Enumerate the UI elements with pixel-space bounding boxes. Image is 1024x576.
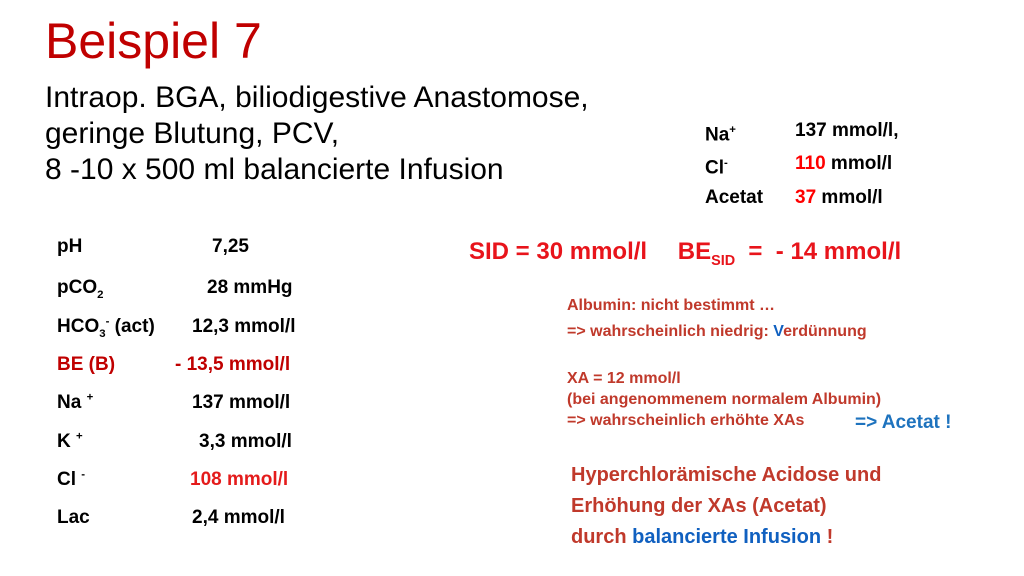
lab-lac-label: Lac [57,507,90,528]
subtitle-line-3: 8 -10 x 500 ml balancierte Infusion [45,153,504,186]
conclusion-line-2: Erhöhung der XAs (Acetat) [571,495,827,517]
conclusion-line-3-prefix: durch [571,526,633,548]
lab-row-ph [57,236,249,258]
lab-pco2-label: pCO [57,277,98,298]
conclusion-line-3 [571,522,881,553]
subtitle-line-1: Intraop. BGA, biliodigestive Anastomose, [45,81,589,114]
lab-be-label: BE (B) [57,354,116,375]
infusion-cl-value: 110 [795,153,826,175]
lab-na-label: Na [57,392,82,414]
xa-line-2: (bei angenommenem normalem Albumin) [567,391,882,408]
lab-hco3-value: 12,3 mmol/l [192,316,296,337]
lab-ph-label: pH [57,236,83,257]
albumin-line-2 [567,319,867,345]
infusion-na-sup: + [729,124,736,136]
infusion-acetat-unit: mmol/l [816,186,883,208]
lab-k-sup: + [76,431,83,443]
lab-lac-value: 2,4 mmol/l [192,507,285,528]
lab-row-lac [57,507,285,529]
lab-row-be [57,354,291,376]
lab-row-cl [57,469,289,491]
subtitle-line-2: geringe Blutung, PCV, [45,117,340,150]
conclusion-line-3-suffix: ! [821,526,834,548]
lab-cl-sup: - [81,469,86,481]
lab-na-sup: + [86,392,94,404]
lab-na-value: 137 mmol/l [192,392,291,413]
infusion-cl-sup: - [724,157,728,170]
lab-pco2-value: 28 mmHg [207,277,293,298]
sid-value: SID = 30 mmol/l [469,238,648,265]
lab-row-pco2 [57,277,293,301]
xa-note [567,368,881,431]
lab-ph-value: 7,25 [212,236,249,257]
slide-title: Beispiel 7 [45,13,262,69]
lab-hco3-label: HCO [57,316,100,338]
albumin-note [567,293,867,345]
xa-acetat-arrow: => Acetat ! [855,412,952,433]
lab-k-label: K [57,431,71,453]
lab-pco2-sub: 2 [97,288,104,301]
conclusion-balanced-infusion: balancierte Infusion [632,526,822,548]
infusion-acetat-label: Acetat [705,186,764,208]
infusion-acetat-row [705,183,899,212]
lab-k-value: 3,3 mmol/l [199,431,292,452]
lab-row-na [57,392,291,414]
infusion-cl-unit: mmol/l [825,153,893,175]
infusion-cl-label: Cl [705,157,724,179]
infusion-na-value: 137 mmol/l, [795,120,899,141]
lab-hco3-sup: - [105,316,110,328]
lab-cl-label: Cl [57,469,76,491]
infusion-cl-row [705,149,899,182]
albumin-line-1: Albumin: nicht bestimmt … [567,297,775,314]
be-sid-prefix: BE [677,238,712,265]
be-sid-sub: SID [711,252,736,269]
lab-row-hco3 [57,316,296,341]
lab-be-value: - 13,5 mmol/l [175,354,291,375]
xa-line-1: XA = 12 mmol/l [567,370,681,387]
be-sid-value: = - 14 mmol/l [735,238,902,265]
lab-cl-value: 108 mmol/l [190,469,289,490]
slide-subtitle [45,80,589,188]
lab-hco3-sub: 3 [99,328,106,341]
sid-line [469,238,901,269]
infusion-composition [705,116,899,212]
albumin-v-letter: V [773,323,784,340]
conclusion [571,460,881,553]
infusion-na-label: Na [705,124,730,146]
lab-row-k [57,431,292,453]
xa-line-3: => wahrscheinlich erhöhte XAs [567,412,805,429]
conclusion-line-1: Hyperchlorämische Acidose und [571,464,882,486]
infusion-acetat-value: 37 [795,186,817,208]
albumin-line-2-prefix: => wahrscheinlich niedrig: [567,323,774,340]
lab-hco3-suffix: (act) [109,316,155,338]
infusion-na-row [705,116,899,149]
albumin-line-2-rest: erdünnung [783,323,867,340]
